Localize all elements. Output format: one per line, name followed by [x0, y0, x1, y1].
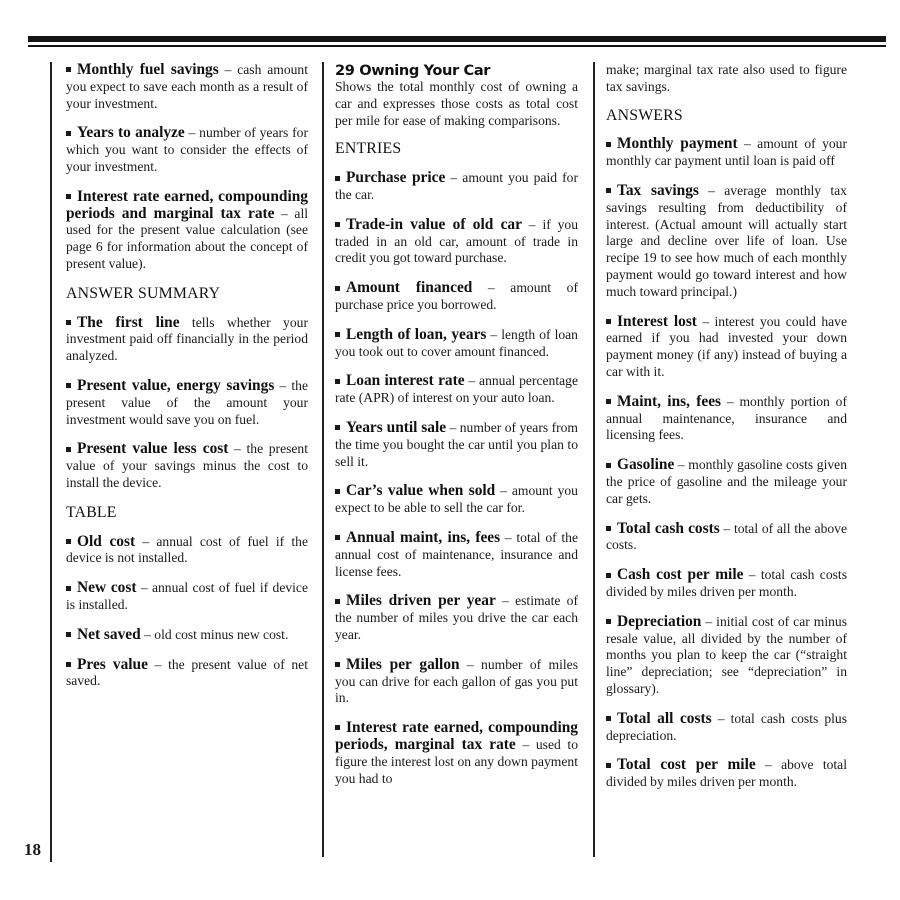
continuation-text: make; marginal tax rate also used to figure tax savings. [606, 62, 847, 94]
bullet-icon [66, 194, 71, 199]
entry [335, 720, 578, 787]
bullet-icon [66, 662, 71, 667]
entry-desc: – total cash costs divided by miles driven per month. [606, 567, 847, 599]
entry-term: Net saved [77, 625, 141, 643]
entry [335, 593, 578, 643]
entry-desc: tells whether your investment paid off financially in the period analyzed. [66, 314, 308, 364]
entry [335, 657, 578, 707]
entry-desc: – average monthly tax savings resulting from deductibility of interest. (Actual amount will actually start large and decline over life of loan. Use recipe 19 to see how much of each monthly payment would go toward interest and how much toward principal.) [606, 182, 847, 299]
entry-term: Annual maint, ins, fees [346, 528, 501, 546]
bullet-icon [606, 399, 611, 404]
bullet-icon [606, 763, 611, 768]
entry [66, 125, 308, 175]
top-rule-thick [28, 36, 886, 42]
bullet-icon [66, 383, 71, 388]
entry-desc: – used to figure the interest lost on any down payment you had to [335, 736, 578, 786]
entry [606, 314, 847, 381]
entry-desc: – annual cost of fuel if the device is not installed. [66, 533, 308, 566]
entry-desc: – amount you paid for the car. [335, 170, 578, 202]
entry [66, 441, 308, 491]
entry-term: Tax savings [617, 181, 699, 199]
entry-term: Loan interest rate [346, 372, 465, 390]
bullet-icon [606, 188, 611, 193]
bullet-icon [606, 526, 611, 531]
entry [66, 62, 308, 112]
entry-term: Length of loan, years [346, 325, 487, 343]
bullet-icon [335, 535, 340, 540]
entry-desc: – number of years from the time you bought the car until you plan to sell it. [335, 419, 578, 469]
entry [335, 280, 578, 314]
entry [606, 183, 847, 301]
entry-term: Car’s value when sold [346, 482, 496, 500]
entry-desc: – the present value of net saved. [66, 656, 308, 689]
left-margin-rule [50, 62, 52, 862]
bullet-icon [335, 489, 340, 494]
entry-term: New cost [77, 579, 137, 597]
entry-term: Old cost [77, 532, 136, 550]
entry [66, 657, 308, 691]
entry-term: Interest lost [617, 312, 697, 330]
section-title: 29 Owning Your Car [335, 62, 491, 79]
bullet-icon [335, 599, 340, 604]
entry-term: Monthly fuel savings [77, 61, 219, 78]
entry-desc: – if you traded in an old car, amount of trade in credit you got toward purchase. [335, 216, 578, 266]
entry-desc: – amount of purchase price you borrowed. [335, 280, 578, 312]
entry-term: Miles driven per year [346, 592, 496, 610]
entry-desc: – estimate of the number of miles you drive the car each year. [335, 593, 578, 642]
entry [335, 483, 578, 517]
entry-desc: – the present value of the amount your investment would save you on fuel. [66, 377, 308, 427]
bullet-icon [335, 222, 340, 227]
entry-term: The first line [77, 313, 180, 331]
answers-heading: ANSWERS [606, 106, 683, 124]
entry-term: Amount financed [346, 279, 473, 297]
entry [606, 521, 847, 555]
entry-desc: – cash amount you expect to save each month as a result of your investment. [66, 62, 309, 111]
bullet-icon [66, 320, 71, 325]
bullet-icon [335, 662, 340, 667]
entry [335, 327, 578, 361]
column-divider-1 [322, 62, 324, 857]
bullet-icon [66, 447, 71, 452]
entry-term: Total cost per mile [617, 756, 756, 774]
entry [335, 373, 578, 407]
entry [66, 627, 308, 644]
bullet-icon [66, 67, 71, 72]
bullet-icon [335, 425, 340, 430]
entry-desc: – annual cost of fuel if device is installed. [66, 580, 308, 612]
entry-term: Total all costs [617, 709, 712, 727]
entry-term: Maint, ins, fees [617, 392, 722, 410]
entry-desc: – initial cost of car minus resale value, all divided by the number of months you plan to keep the car (“straight line” depreciation; see “depreciation” in glossary). [606, 613, 847, 696]
entry [66, 534, 308, 568]
entry-desc: – amount of your monthly car payment until loan is paid off [606, 136, 847, 169]
entry [335, 530, 578, 580]
bullet-icon [66, 539, 71, 544]
entry-desc: – amount you expect to be able to sell the car for. [335, 483, 578, 516]
bullet-icon [606, 716, 611, 721]
entry [606, 567, 847, 601]
bullet-icon [66, 586, 71, 591]
entry [335, 170, 578, 204]
entry [66, 580, 308, 614]
entry [606, 614, 847, 698]
bullet-icon [335, 286, 340, 291]
entry [66, 378, 308, 428]
entry-desc: – old cost minus new cost. [140, 626, 289, 642]
entry [66, 189, 308, 273]
middle-column [335, 62, 578, 800]
bullet-icon [606, 573, 611, 578]
bullet-icon [606, 142, 611, 147]
entry-term: Gasoline [617, 456, 675, 474]
bullet-icon [335, 725, 340, 730]
entry-desc: – interest you could have earned if you had invested your down payment money (if any) instead of buying a car with it. [606, 313, 847, 379]
left-top-entries [66, 62, 308, 273]
entry-term: Purchase price [346, 169, 446, 187]
entry [606, 757, 847, 791]
column-divider-2 [593, 62, 595, 857]
entry-desc: – length of loan you took out to cover amount financed. [335, 326, 578, 359]
bullet-icon [335, 379, 340, 384]
entry [606, 711, 847, 745]
bullet-icon [335, 176, 340, 181]
entry-desc: – annual percentage rate (APR) of interest on your auto loan. [335, 373, 578, 406]
page-number: 18 [24, 840, 41, 859]
entry [606, 457, 847, 507]
bullet-icon [606, 463, 611, 468]
bullet-icon [66, 632, 71, 637]
entry-desc: – number of years for which you want to consider the effects of your investment. [66, 125, 308, 174]
bullet-icon [606, 619, 611, 624]
entry-term: Years to analyze [77, 124, 185, 142]
entry-term: Cash cost per mile [617, 566, 744, 584]
bullet-icon [66, 131, 71, 136]
entry-desc: – number of miles you can drive for each gallon of gas you put in. [335, 656, 578, 706]
entry-term: Years until sale [346, 418, 447, 436]
entry-term: Interest rate earned, compounding periods, marginal tax rate [335, 719, 578, 753]
left-column [66, 62, 308, 703]
entry-desc: – monthly gasoline costs given the price of gasoline and the mileage your car gets. [606, 457, 847, 506]
entry-term: Trade-in value of old car [346, 215, 522, 233]
entry-term: Miles per gallon [346, 655, 460, 673]
entry-desc: – total cash costs plus depreciation. [606, 710, 848, 743]
right-column [606, 62, 847, 804]
top-rule-thin [28, 45, 886, 47]
entries-heading: ENTRIES [335, 140, 402, 158]
answer-summary-heading: ANSWER SUMMARY [66, 284, 221, 302]
entry-desc: – the present value of your savings minus the cost to install the device. [66, 441, 309, 490]
entry [606, 394, 847, 444]
entry [335, 217, 578, 267]
bullet-icon [606, 319, 611, 324]
section-intro: Shows the total monthly cost of owning a car and expresses those costs as total cost per mile for ease of making comparisons. [335, 79, 578, 128]
entry-term: Pres value [77, 655, 148, 673]
table-heading: TABLE [66, 503, 117, 521]
bullet-icon [335, 332, 340, 337]
entry-desc: – above total divided by miles driven per month. [606, 757, 847, 790]
entry-desc: – monthly portion of annual maintenance, insurance and licensing fees. [606, 393, 847, 443]
entry-term: Interest rate earned, compounding periods and marginal tax rate [66, 187, 308, 222]
entry-term: Total cash costs [617, 519, 720, 537]
entry-desc: – total of the annual cost of maintenance, insurance and license fees. [335, 529, 578, 579]
entry-term: Present value, energy savings [77, 376, 275, 394]
entry-desc: – total of all the above costs. [606, 520, 847, 553]
entry-term: Depreciation [617, 612, 702, 630]
entry [66, 315, 308, 365]
entry [335, 420, 578, 470]
entry [606, 136, 847, 170]
entry-term: Monthly payment [617, 135, 738, 153]
entry-term: Present value less cost [77, 440, 229, 458]
entry-desc: – all used for the present value calculation (see page 6 for information about the concept of present value). [66, 205, 309, 271]
